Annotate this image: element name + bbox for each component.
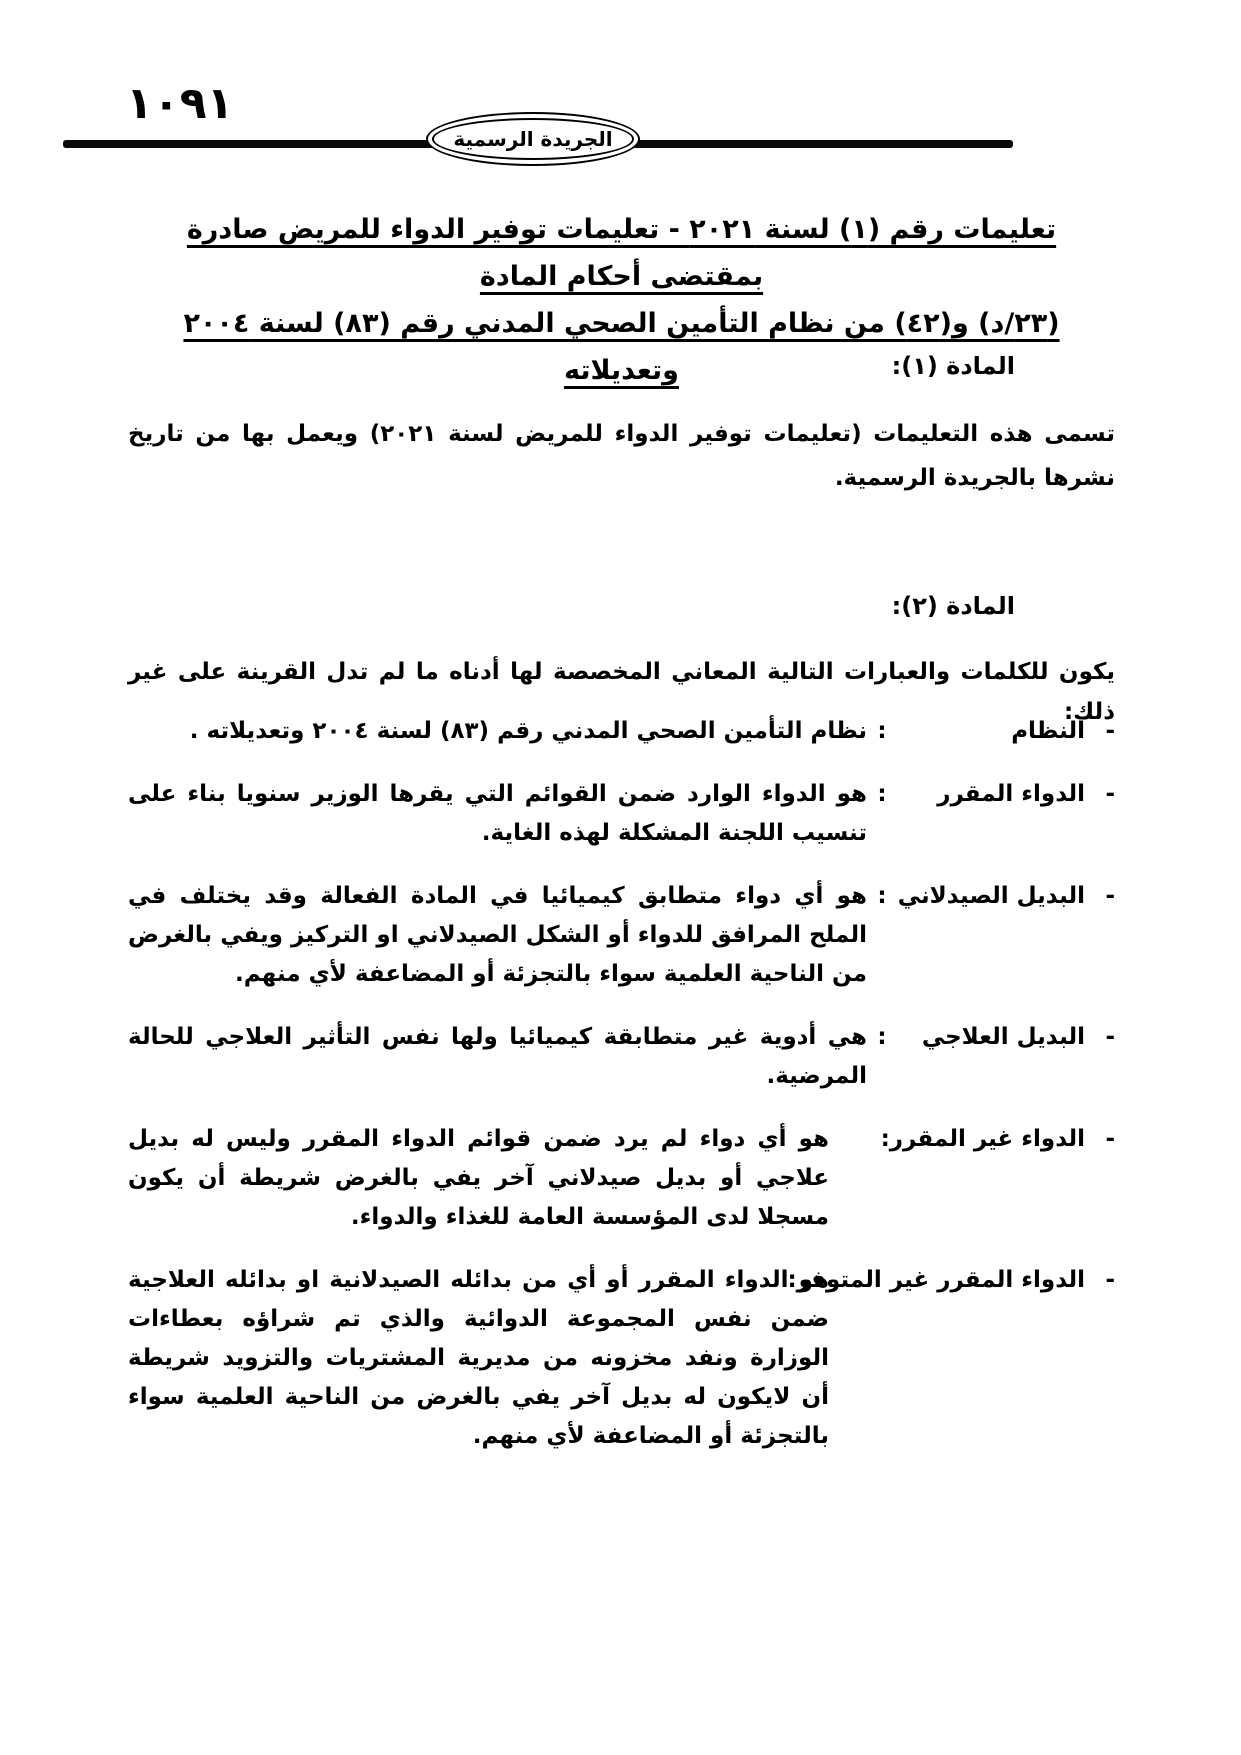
definition-separator bbox=[829, 1120, 835, 1237]
definition-term: النظام bbox=[1011, 718, 1085, 744]
title-line-2: (٢٣/د) و(٤٢) من نظام التأمين الصحي المدني رقم (٨٣) لسنة ٢٠٠٤ وتعديلاته bbox=[183, 308, 1060, 386]
list-dash: - bbox=[1105, 1024, 1115, 1050]
definition-item-system bbox=[128, 712, 1115, 751]
article-2-intro: يكون للكلمات والعبارات التالية المعاني المخصصة لها أدناه ما لم تدل القرينة على غير ذلك: bbox=[128, 659, 1115, 725]
definition-term: الدواء المقرر غير المتوفر: bbox=[787, 1267, 1085, 1293]
article-2-heading: المادة (٢): bbox=[891, 592, 1015, 620]
definition-item-approved-drug bbox=[128, 775, 1115, 853]
list-dash: - bbox=[1105, 718, 1115, 744]
list-dash: - bbox=[1105, 1267, 1115, 1293]
list-dash: - bbox=[1105, 781, 1115, 807]
definition-text: هو أي دواء لم يرد ضمن قوائم الدواء المقرر وليس له بديل علاجي أو بديل صيدلاني آخر يفي بالغرض شريطة أن يكون مسجلا لدى المؤسسة العامة للغذاء والدواء. bbox=[128, 1126, 829, 1230]
definition-separator: : bbox=[877, 1024, 887, 1050]
page-number: ١٠٩١ bbox=[126, 78, 234, 129]
definition-separator: : bbox=[877, 718, 887, 744]
definition-text: نظام التأمين الصحي المدني رقم (٨٣) لسنة ٢٠٠٤ وتعديلاته . bbox=[189, 718, 867, 744]
definition-separator: : bbox=[877, 781, 887, 807]
gazette-banner bbox=[426, 112, 640, 166]
definition-text: هي أدوية غير متطابقة كيميائيا ولها نفس التأثير العلاجي للحالة المرضية. bbox=[128, 1024, 867, 1089]
article-1-body: تسمى هذه التعليمات (تعليمات توفير الدواء للمريض لسنة ٢٠٢١) ويعمل بها من تاريخ نشرها بالجريدة الرسمية. bbox=[128, 421, 1115, 491]
title-line-1: تعليمات رقم (١) لسنة ٢٠٢١ - تعليمات توفير الدواء للمريض صادرة بمقتضى أحكام المادة bbox=[186, 214, 1057, 292]
definitions-list bbox=[128, 712, 1115, 1480]
definition-item-pharmaceutical-alternative bbox=[128, 877, 1115, 994]
list-dash: - bbox=[1105, 883, 1115, 909]
definition-text: هو أي دواء متطابق كيميائيا في المادة الفعالة وقد يختلف في الملح المرافق للدواء أو الشكل الصيدلاني او التركيز ويفي بالغرض من الناحية العلمية سواء بالتجزئة أو المضاعفة لأي منهم. bbox=[128, 883, 867, 987]
article-1-heading: المادة (١): bbox=[891, 352, 1015, 380]
definition-term: الدواء المقرر bbox=[937, 781, 1085, 807]
definition-term: الدواء غير المقرر: bbox=[880, 1126, 1085, 1152]
list-dash: - bbox=[1105, 1126, 1115, 1152]
definition-text: هو الدواء المقرر أو أي من بدائله الصيدلانية او بدائله العلاجية ضمن نفس المجموعة الدوائية والذي تم شراؤه بعطاءات الوزارة ونفد مخزونه من مديرية المشتريات والتزويد شريطة أن لايكون له بديل آخر يفي بالغرض من الناحية العلمية سواء بالتجزئة أو المضاعفة لأي منهم. bbox=[128, 1267, 829, 1449]
definition-separator: : bbox=[877, 883, 887, 909]
definition-item-unapproved-drug bbox=[128, 1120, 1115, 1237]
definition-separator bbox=[829, 1261, 835, 1456]
definition-text: هو الدواء الوارد ضمن القوائم التي يقرها الوزير سنويا بناء على تنسيب اللجنة المشكلة لهذه الغاية. bbox=[128, 781, 867, 846]
definition-term: البديل الصيدلاني bbox=[897, 883, 1085, 909]
gazette-banner-inner-border bbox=[432, 118, 634, 160]
definition-item-unavailable-approved-drug bbox=[128, 1261, 1115, 1456]
definition-item-therapeutic-alternative bbox=[128, 1018, 1115, 1096]
gazette-banner-text: الجريدة الرسمية bbox=[453, 127, 613, 151]
definition-term: البديل العلاجي bbox=[921, 1024, 1085, 1050]
